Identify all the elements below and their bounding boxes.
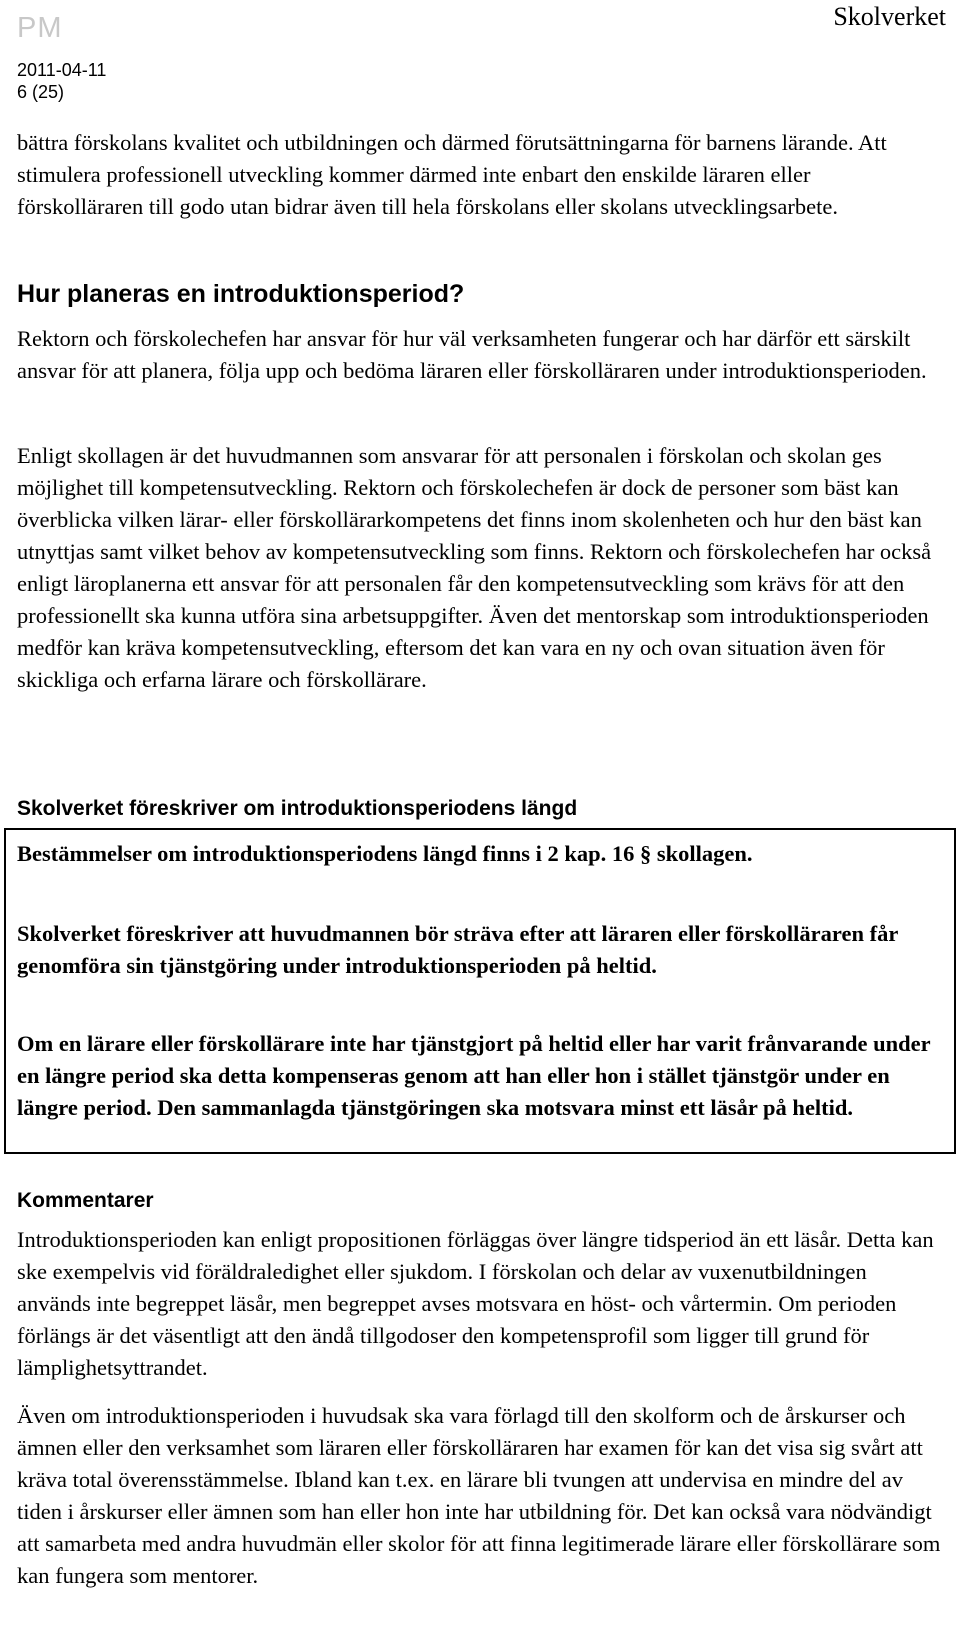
section-heading-planning: Hur planeras en introduktionsperiod? — [17, 280, 465, 308]
regulation-paragraph-compensation: Om en lärare eller förskollärare inte har tjänstgjort på heltid eller har varit frånvarande under en längre period ska detta kompenseras genom att han eller hon i stället tjänstgör under en längre period. Den sammanlagda tjänstgöringen ska motsvara minst ett läsår på heltid. — [17, 1031, 931, 1120]
paragraph-comments-mentors: Även om introduktionsperioden i huvudsak ska vara förlagd till den skolform och de årskurser och ämnen eller den verksamhet som läraren eller förskolläraren har examen för kan det visa sig svårt att kräva total överensstämmelse. Ibland kan t.ex. en lärare bli tvungen att undervisa en mindre del av tiden i årskurser eller ämnen som han eller hon inte har utbildning för. Det kan också vara nödvändigt att samarbeta med andra huvudmän eller skolor för att finna legitimerade lärare eller förskollärare som kan fungera som mentorer. — [17, 1403, 941, 1588]
section-heading-length: Skolverket föreskriver om introduktionsperiodens längd — [17, 797, 578, 820]
document-type-mark: PM — [17, 12, 63, 44]
organization-name: Skolverket — [833, 2, 946, 31]
section-heading-comments: Kommentarer — [17, 1189, 154, 1212]
page-number: 6 (25) — [17, 82, 65, 102]
regulation-box — [4, 828, 956, 1154]
paragraph-competence: Enligt skollagen är det huvudmannen som ansvarar för att personalen i förskolan och skolan ges möjlighet till kompetensutveckling. Rektorn och förskolechefen är dock de personer som bäst kan överblicka vilken lärar- eller förskollärarkompetens det finns inom skolenheten och hur den bäst kan utnyttjas samt vilket behov av kompetensutveckling som finns. Rektorn och förskolechefen har också enligt läroplanerna ett ansvar för att personalen får den kompetensutveckling som krävs för att den professionellt ska kunna utföra sina arbetsuppgifter. Även det mentorskap som introduktionsperioden medför kan kräva kompetensutveckling, eftersom det kan vara en ny och ovan situation även för skickliga och erfarna lärare och förskollärare. — [17, 443, 932, 692]
document-date: 2011-04-11 — [17, 60, 107, 80]
regulation-paragraph-law: Bestämmelser om introduktionsperiodens längd finns i 2 kap. 16 § skollagen. — [17, 841, 753, 866]
paragraph-comments-period: Introduktionsperioden kan enligt propositionen förläggas över längre tidsperiod än ett läsår. Detta kan ske exempelvis vid föräldraledighet eller sjukdom. I förskolan och delar av vuxenutbildningen används inte begreppet läsår, men begreppet avses motsvara en höst- och vårtermin. Om perioden förlängs är det väsentligt att den ändå tillgodoser den kompetensprofil som ligger till grund för lämplighetsyttrandet. — [17, 1227, 934, 1380]
paragraph-responsibility: Rektorn och förskolechefen har ansvar för hur väl verksamheten fungerar och har därför ett särskilt ansvar för att planera, följa upp och bedöma läraren eller förskolläraren under introduktionsperioden. — [17, 326, 927, 383]
regulation-paragraph-fulltime: Skolverket föreskriver att huvudmannen bör sträva efter att läraren eller förskolläraren får genomföra sin tjänstgöring under introduktionsperioden på heltid. — [17, 921, 898, 978]
intro-paragraph: bättra förskolans kvalitet och utbildningen och därmed förutsättningarna för barnens lärande. Att stimulera professionell utveckling kommer därmed inte enbart den enskilde läraren eller förskolläraren till godo utan bidrar även till hela förskolans eller skolans utvecklingsarbete. — [17, 130, 887, 219]
